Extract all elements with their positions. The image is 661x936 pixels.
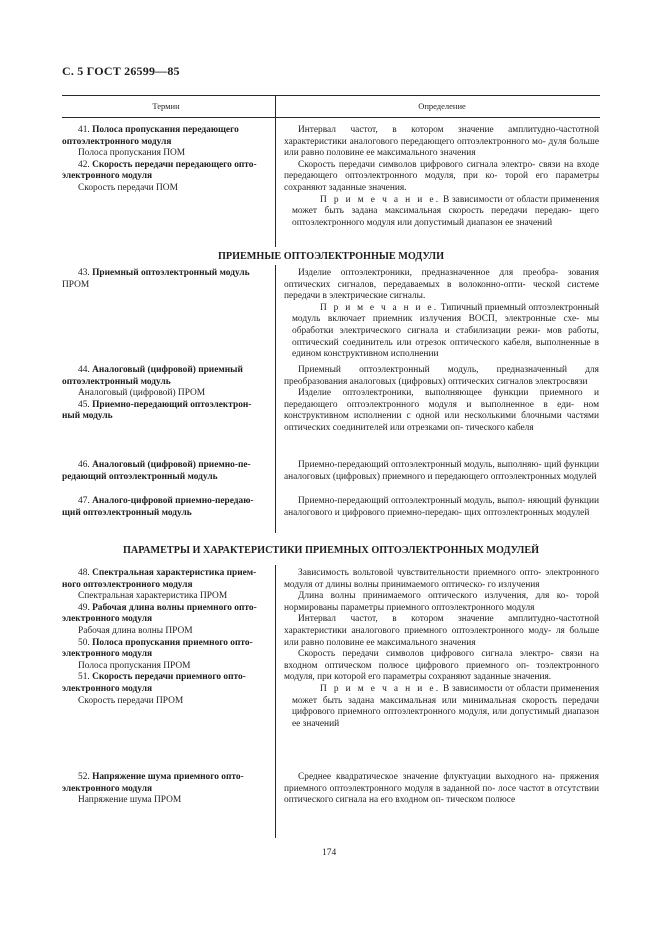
definition-44: Приемный оптоэлектронный модуль, предназначенный для преобразования аналоговых (цифровых) оптических сигналов электросвязи <box>284 365 599 387</box>
definition-48: Зависимость вольтовой чувствительности приемного опто- электронного модуля от длины волны принимаемого оптическо- го излучения <box>284 568 599 590</box>
definition-46: Приемно-передающий оптоэлектронный модуль, выполняю- щий функции аналоговых (цифровых) приемного и передающего оптоэлектронных модулей <box>284 460 599 482</box>
term-entry-46: 46. Аналоговый (цифровой) приемно-пе- редающий оптоэлектронный модуль <box>62 460 251 482</box>
definition-block-41-42 <box>284 125 599 229</box>
definition-51: Скорость передачи символов цифрового сигнала электро- связи на входном оптическом полюсе цифрового приемного оп- тоэлектронного модуля, при которой его параметры сохраняют заданные значения. <box>284 649 599 683</box>
term-entry-41: 41. Полоса пропускания передающего оптоэлектронного модуля Полоса пропускания ПОМ 42. Скорость передачи передающего опто- электронного модуля Скорость передачи ПОМ <box>62 125 257 193</box>
definition-47: Приемно-передающий оптоэлектронный модуль, выпол- няющий функции аналогового и цифрового приемно-передаю- щих оптоэлектронных модулей <box>284 496 599 518</box>
definition-42: Скорость передачи символов цифрового сигнала электро- связи на входе передающего оптоэлектронного модуля, при ко- торой его параметры сохраняют заданные значения. <box>284 159 599 193</box>
definition-52: Среднее квадратическое значение флуктуации выходного на- пряжения приемного оптоэлектронного модуля в заданной по- лосе частот в отсутствии оптического сигнала на его входном оп- тическом полюсе <box>284 772 599 806</box>
definition-45: Изделие оптоэлектроники, выполняющее функции приемного и передающего оптоэлектронного модуля и выполненное в еди- ном конструктивном исполнении с одной или несколькими блочными частями оптических соединителей или отрезками оп- тического кабеля <box>284 388 599 433</box>
term-entry-52: 52. Напряжение шума приемного опто- электронного модуля Напряжение шума ПРОМ <box>62 772 244 806</box>
term-entries-48-51: 48. Спектральная характеристика прием- ного оптоэлектронного модуля Спектральная характеристика ПРОМ 49. Рабочая длина волны приемного опто- электронного модуля Рабочая длина волны ПРОМ 50. Полоса пропускания приемного опто- электронного модуля Полоса пропускания ПРОМ 51. Скорость передачи приемного опто- электронного модуля Скорость передачи ПРОМ <box>62 568 257 706</box>
note-51: П р и м е ч а н и е. В зависимости от области применения может быть задана максимальная или минимальная скорость передачи цифрового приемного оптоэлектронного модуля, или допустимый диапазон ее значений <box>292 683 600 729</box>
column-divider <box>275 565 276 838</box>
definition-block-48-51 <box>284 568 599 730</box>
term-entry-43: 43. Приемный оптоэлектронный модуль ПРОМ <box>62 268 250 290</box>
column-divider <box>275 95 276 247</box>
definition-43: Изделие оптоэлектроники, предназначенное для преобра- зования оптических сигналов, передаваемых в волоконно-опти- ческой системе передачи в электрические сигналы. П р и м е ч а н и е. Типичный приемный оптоэлектронный модуль включает приемник излучения ВОСП, электронные схе- мы обработки электрического сигнала и стабилизации режи- мов работы, оптический соединитель или отрезок оптического кабеля, выполненные в едином конструктивном исполнении <box>284 268 600 360</box>
definition-44-45 <box>284 365 599 435</box>
term-entry-47: 47. Аналого-цифровой приемно-передаю- щий оптоэлектронный модуль <box>62 496 254 518</box>
column-divider <box>275 265 276 533</box>
definition-50: Интервал частот, в котором значение амплитудно-частотной характеристики аналогового приемного оптоэлектронного моду- ля больше или равно половине ее максимального значения <box>284 614 599 648</box>
column-header-term: Термин <box>152 101 180 111</box>
note-43: П р и м е ч а н и е. Типичный приемный оптоэлектронный модуль включает приемник излучения ВОСП, электронные схе- мы обработки электрического сигнала и стабилизации режи- мов работы, оптический соединитель или отрезок оптического кабеля, выполненные в едином конструктивном исполнении <box>292 302 600 360</box>
page-title: С. 5 ГОСТ 26599—85 <box>62 64 180 78</box>
term-entry-44: 44. Аналоговый (цифровой) приемный оптоэлектронный модуль Аналоговый (цифровой) ПРОМ 45. Приемно-передающий оптоэлектрон- ный модуль <box>62 365 252 422</box>
definition-49: Длина волны принимаемого оптического излучения, для ко- торой нормированы параметры приемного оптоэлектронного модуля <box>284 591 599 613</box>
note-42: П р и м е ч а н и е. В зависимости от области применения может быть задана максимальная скорость передачи передаю- щего оптоэлектронного модуля или допустимый диапазон ее значений <box>292 194 600 228</box>
table-top-rule <box>62 95 600 96</box>
table-header-rule <box>62 117 600 118</box>
page-number: 174 <box>322 848 337 858</box>
section-title-parameters: ПАРАМЕТРЫ И ХАРАКТЕРИСТИКИ ПРИЕМНЫХ ОПТОЭЛЕКТРОННЫХ МОДУЛЕЙ <box>122 545 540 556</box>
definition-41: Интервал частот, в котором значение амплитудно-частотной характеристики аналогового передающего оптоэлектронного мо- дуля больше или равно половине ее максимального значения <box>284 125 599 159</box>
column-header-definition: Определение <box>418 101 466 111</box>
section-title-receiving-modules: ПРИЕМНЫЕ ОПТОЭЛЕКТРОННЫЕ МОДУЛИ <box>217 251 445 262</box>
